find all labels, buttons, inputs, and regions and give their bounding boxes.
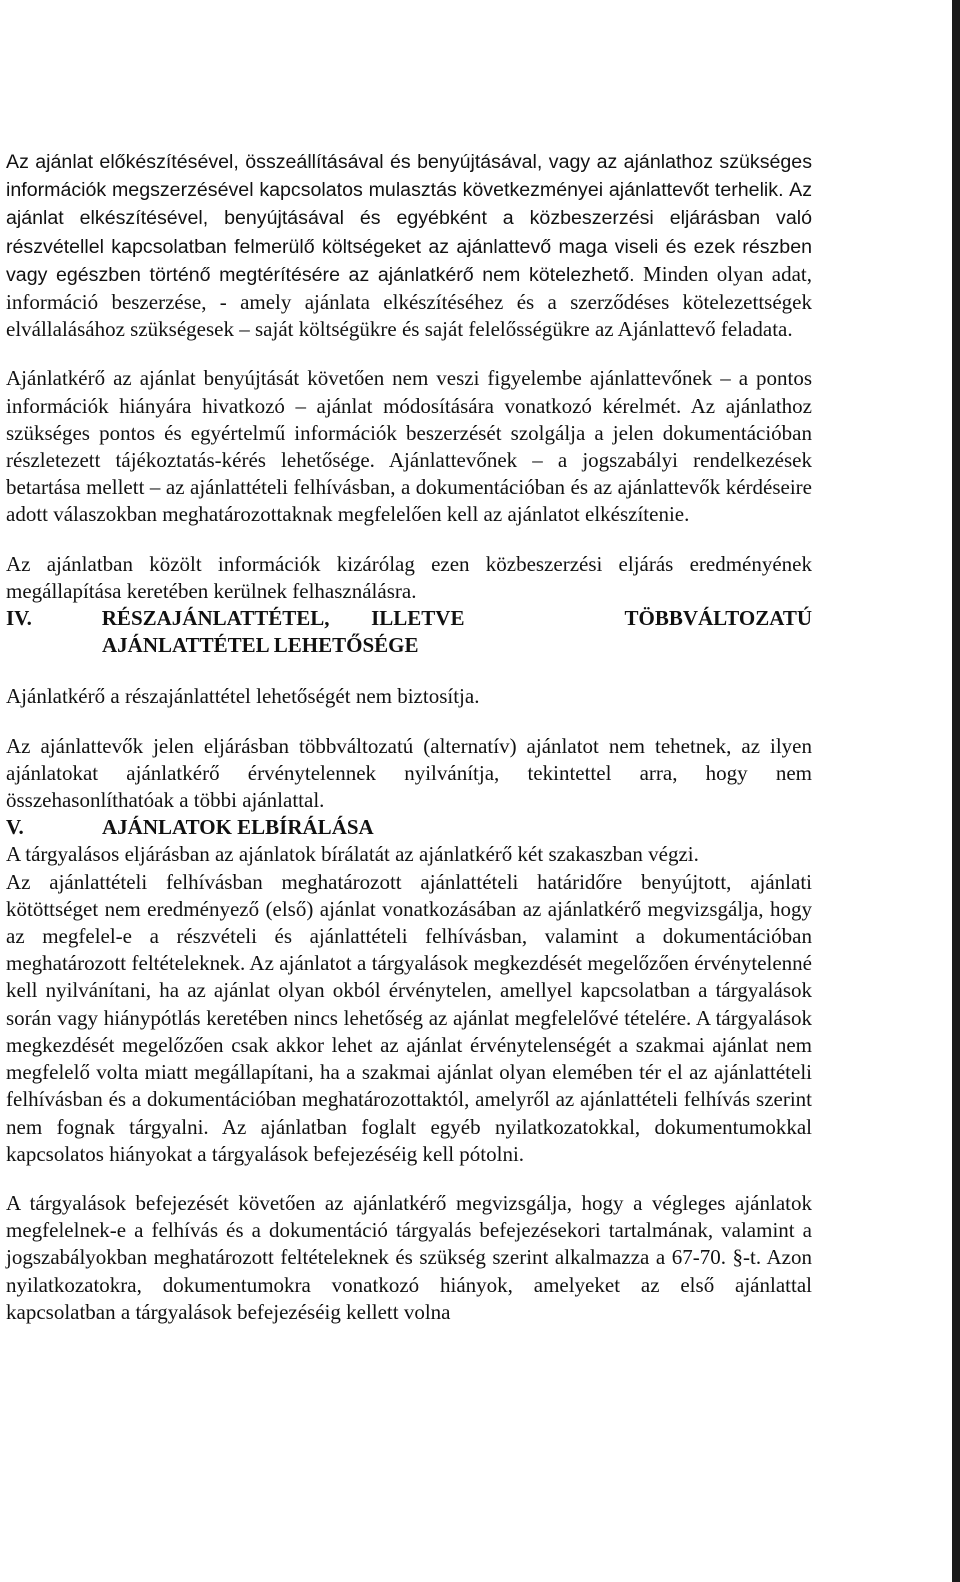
- section-iv-title-line2: AJÁNLATTÉTEL LEHETŐSÉGE: [102, 633, 419, 658]
- paragraph-information-use: Az ajánlatban közölt információk kizárólag ezen közbeszerzési eljárás eredményének megállapítása keretében kerülnek felhasználásra.: [6, 551, 812, 603]
- paragraph-costs: [6, 148, 812, 343]
- paragraph-first-bid-review: Az ajánlattételi felhívásban meghatározott ajánlattételi határidőre benyújtott, ajánlati kötöttséget nem eredményező (első) ajánlat vonatkozásában az ajánlatkérő megvizsgálja, hogy az megfelel-e a részvételi és ajánlattételi felhívásban, valamint a dokumentációban meghatározott feltételeknek. Az ajánlatot a tárgyalások megkezdését megelőzően érvénytelenné kell nyilvánítani, ha az ajánlat olyan okból érvénytelen, amellyel kapcsolatban a tárgyalások során vagy hiánypótlás keretében nincs lehetőség az ajánlat megfelelővé tételére. A tárgyalások megkezdését megelőzően csak akkor lehet az ajánlat érvénytelenségét a szakmai ajánlat nem megfelelő volta miatt megállapítani, ha a szakmai ajánlat olyan elemében tér el az ajánlattételi felhívásban és a dokumentációban meghatározottaktól, amelyről az ajánlattételi felhívás szerint nem fognak tárgyalni. Az ajánlatban foglalt egyéb nyilatkozatokkal, dokumentumokkal kapcsolatos hiányokat a tárgyalások befejezéséig kell pótolni.: [6, 869, 812, 1166]
- paragraph-costs-part-c: Minden olyan adat, információ beszerzése, - amely ajánlata elkészítéséhez és a szerződéses kötelezettségek elvállalásához szükségesek – saját költségükre és saját felelősségükre az Ajánlattevő feladata.: [6, 261, 812, 342]
- paragraph-final-bid-review: A tárgyalások befejezését követően az ajánlatkérő megvizsgálja, hogy a végleges ajánlatok megfelelnek-e a felhívás és a dokumentáció tárgyalás befejezésekori tartalmának, valamint a jogszabályokban meghatározott feltételeknek és szükség szerint alkalmazza a 67-70. §-t. Azon nyilatkozatokra, dokumentumokra vonatkozó hiányok, amelyeket az első ajánlattal kapcsolatban a tárgyalások befejezéséig kellett volna: [6, 1190, 812, 1324]
- section-iv-number: IV.: [6, 606, 32, 631]
- section-v-title: AJÁNLATOK ELBÍRÁLÁSA: [102, 815, 374, 840]
- paragraph-modification-requests: Ajánlatkérő az ajánlat benyújtását követően nem veszi figyelembe ajánlattevőnek – a pontos információk hiányára hivatkozó – ajánlat módosítására vonatkozó kérelmét. Az ajánlathoz szükséges pontos és egyértelmű információk beszerzését szolgálja a jelen dokumentációban részletezett tájékoztatás-kérés lehetősége. Ajánlattevőnek – a jogszabályi rendelkezések betartása mellett – az ajánlattételi felhívásban, a dokumentációban és az ajánlattevők kérdéseire adott válaszokban meghatározottaknak megfelelően kell az ajánlatot elkészítenie.: [6, 366, 812, 527]
- section-v-heading: [6, 814, 812, 841]
- section-iv-title-part2: ILLETVE: [371, 606, 465, 631]
- paragraph-costs-part-a: Az ajánlat előkészítésével, összeállításával és benyújtásával, vagy az ajánlathoz szükséges információk megszerzésével kapcsolatos mulasztás következményei ajánlattevőt terhelik.: [6, 151, 812, 202]
- paragraph-partial-bids: Ajánlatkérő a részajánlattétel lehetőségét nem biztosítja.: [6, 684, 480, 709]
- section-iv-heading: [6, 605, 812, 659]
- paragraph-alternative-bids: Az ajánlattevők jelen eljárásban többváltozatú (alternatív) ajánlatot nem tehetnek, az ilyen ajánlatokat ajánlatkérő érvénytelennek nyilvánítja, tekintettel arra, hogy nem összehasonlíthatóak a többi ajánlattal.: [6, 733, 812, 813]
- document-page: [6, 148, 812, 1326]
- section-iv-title-part1: RÉSZAJÁNLATTÉTEL,: [101, 606, 330, 631]
- section-iv-title-part3: TÖBBVÁLTOZATÚ: [624, 606, 812, 631]
- section-v-number: V.: [6, 815, 24, 840]
- page-edge-shadow: [952, 0, 960, 1582]
- paragraph-costs-part-b: Az ajánlat elkészítésével, benyújtásával és egyébként a közbeszerzési eljárásban való részvétellel kapcsolatban felmerülő költségeket az ajánlattevő maga viseli és ezek részben vagy egészben történő megtérítésére az ajánlatkérő nem kötelezhető.: [6, 179, 813, 286]
- paragraph-evaluation-stages: A tárgyalásos eljárásban az ajánlatok bírálatát az ajánlatkérő két szakaszban végzi.: [6, 842, 699, 867]
